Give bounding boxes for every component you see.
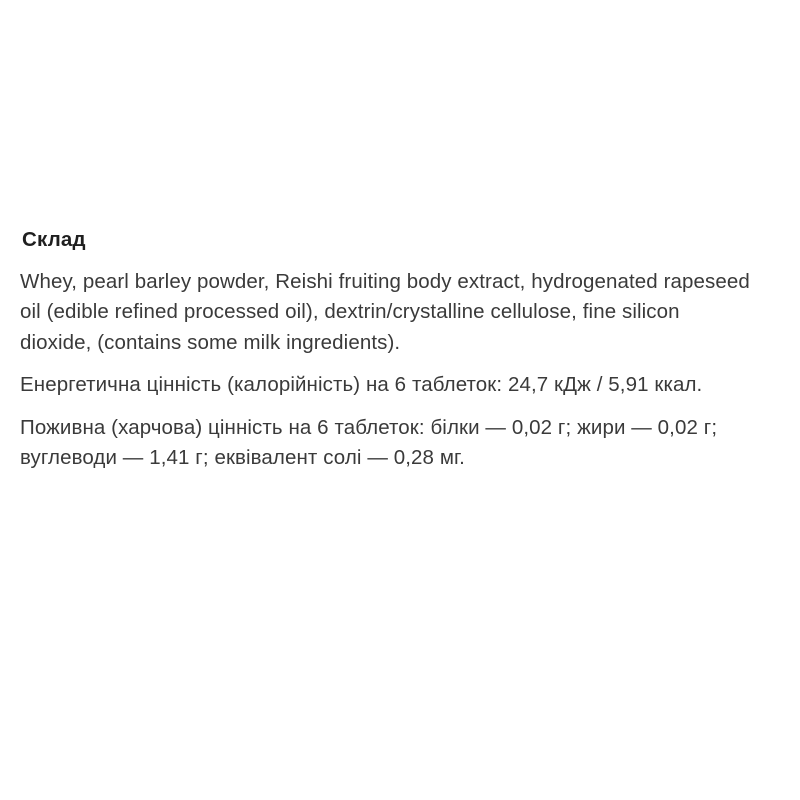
nutrition-value-paragraph: Поживна (харчова) цінність на 6 таблеток: білки — 0,02 г; жири — 0,02 г; вуглеводи — 1,41 г; еквівалент солі — 0,28 мг.	[20, 415, 718, 470]
ingredients-section	[20, 228, 768, 474]
section-title: Склад	[22, 228, 86, 251]
ingredients-paragraph: Whey, pearl barley powder, Reishi fruiting body extract, hydrogenated rapeseed oil (edible refined processed oil), dextrin/crystalline cellulose, fine silicon dioxide, (contains some milk ingredients).	[20, 269, 750, 354]
energy-value-paragraph: Енергетична цінність (калорійність) на 6 таблеток: 24,7 кДж / 5,91 ккал.	[20, 373, 703, 397]
